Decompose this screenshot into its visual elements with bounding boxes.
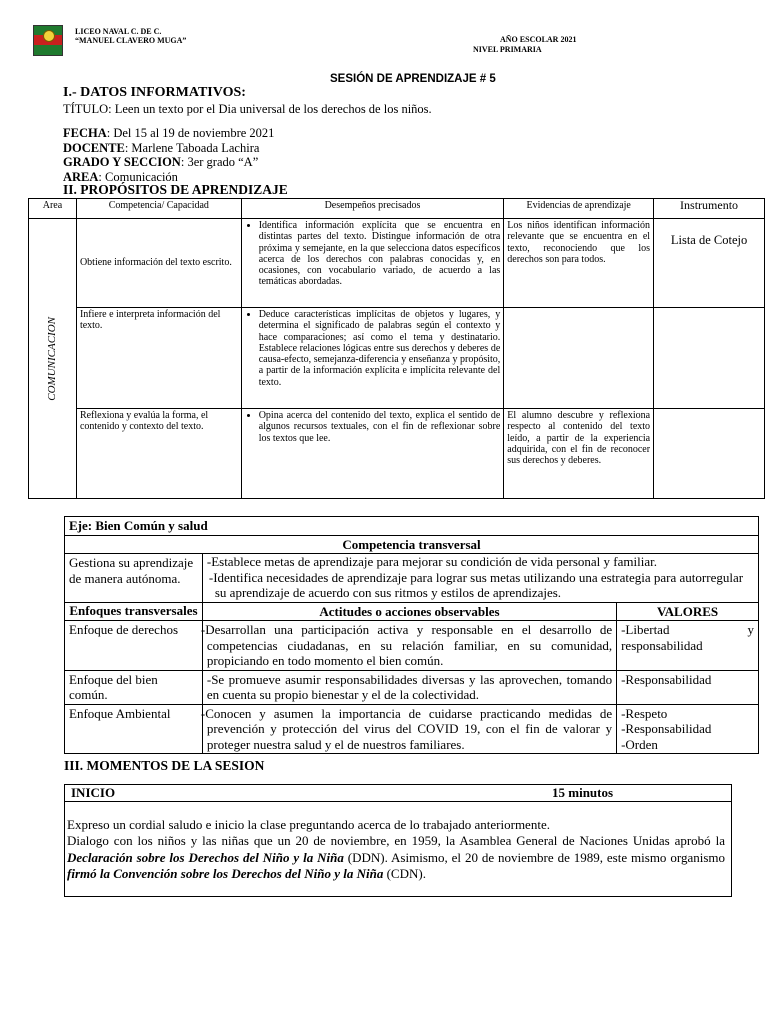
evidencia-cell: El alumno descubre y reflexiona respecto al contenido del texto leído, a partir de la experiencia adquirida, con el fin de reconocer sus derechos y deberes. (504, 409, 654, 499)
enfoque-name: Enfoque de derechos (65, 621, 203, 671)
inicio-time: 15 minutos (552, 785, 614, 800)
enfoque-valores: -Responsabilidad (617, 670, 759, 704)
enfoque-actitud: -Desarrollan una participación activa y responsable en el desarrollo de competencias ciudadanas, en su relación familiar, en su comunidad, propiciando en todo momento el bien común. (202, 621, 616, 671)
datos-block (63, 126, 274, 184)
docente-line: DOCENTE: Marlene Taboada Lachira (63, 140, 260, 155)
inicio-bar (65, 785, 731, 802)
enfoque-name: Enfoque Ambiental (65, 704, 203, 754)
instrumento-cell (654, 308, 765, 409)
table-row (29, 308, 765, 409)
desempeno-cell: • Deduce características implícitas de objetos y lugares, y determina el significado de palabras según el contexto y hace comparaciones; así como el tema y destinatario. Establece relaciones lógicas entre sus derechos y deberes de causa-efecto, semejanza-diferencia y enseñanza y propósito, a partir de la información explícita e implícita relevante del texto. (241, 308, 504, 409)
col-enfoques: Enfoques transversales (65, 602, 203, 621)
inicio-box (64, 784, 732, 897)
enfoque-actitud: -Se promueve asumir responsabilidades diversas y las aprovechen, tomando en cuenta su propio bienestar y el de la colectividad. (202, 670, 616, 704)
inicio-body (67, 817, 725, 882)
capacidad-cell: Infiere e interpreta información del texto. (76, 308, 241, 409)
school-year: AÑO ESCOLAR 2021 (500, 35, 577, 44)
col-instrumento: Instrumento (654, 199, 765, 219)
area-line: AREA: Comunicación (63, 169, 178, 184)
col-actitudes: Actitudes o acciones observables (202, 602, 616, 621)
table-row (29, 409, 765, 499)
evidencia-cell: Los niños identifican información relevante que se encuentra en el texto, reconociendo que los derechos son para todos. (504, 219, 654, 308)
table-row (65, 704, 759, 754)
col-competencia: Competencia/ Capacidad (76, 199, 241, 219)
session-title: SESIÓN DE APRENDIZAJE # 5 (330, 73, 496, 85)
competencia-header: Competencia transversal (65, 535, 759, 554)
table-row (65, 670, 759, 704)
enfoque-actitud: -Conocen y asumen la importancia de cuidarse practicando medidas de prevención y protección del virus del COVID 19, con el fin de valorar y proteger nuestra salud y el de nuestros familiares. (202, 704, 616, 754)
valor-item: -Responsabilidad (621, 721, 712, 736)
titulo-line: TÍTULO: Leen un texto por el Dia universal de los derechos de los niños. (63, 102, 432, 116)
school-subtitle: “MANUEL CLAVERO MUGA” (75, 36, 187, 45)
transversal-table (64, 516, 759, 754)
capacidad-cell: Obtiene información del texto escrito. (76, 219, 241, 308)
grado-line: GRADO Y SECCION: 3er grado “A” (63, 155, 259, 170)
desempeno-cell: • Identifica información explícita que se encuentra en distintas partes del texto. Distingue información de otra próxima y semejante, en la que selecciona datos específicos acerca de los derechos con palabras conocidas y, en ocasiones, con vocabulario variado, de acuerdo a las temáticas abordadas. (241, 219, 504, 308)
propositos-heading: II. PROPÓSITOS DE APRENDIZAJE (63, 182, 288, 197)
col-valores: VALORES (617, 602, 759, 621)
gestiona-label: Gestiona su aprendizaje de manera autónoma. (65, 554, 203, 603)
list-item: -Establece metas de aprendizaje para mejorar su condición de vida personal y familiar. (206, 554, 657, 569)
school-logo (33, 25, 63, 56)
enfoque-name: Enfoque del bien común. (65, 670, 203, 704)
evidencia-cell (504, 308, 654, 409)
instrumento-cell: Lista de Cotejo (654, 219, 765, 308)
school-level: NIVEL PRIMARIA (473, 45, 542, 54)
instrumento-cell (654, 409, 765, 499)
capacidad-cell: Reflexiona y evalúa la forma, el contenido y contexto del texto. (76, 409, 241, 499)
gestiona-items (202, 554, 758, 603)
eje-title: Eje: Bien Común y salud (65, 517, 759, 536)
datos-heading: I.- DATOS INFORMATIVOS: (63, 85, 246, 100)
area-cell: COMUNICACION (29, 219, 77, 499)
valor-item: -Orden (621, 736, 658, 752)
col-area: Area (29, 199, 77, 219)
inicio-paragraph-2: Dialogo con los niños y las niñas que un 20 de noviembre, en 1959, la Asamblea General de Naciones Unidas aprobó la Declaración sobre los Derechos del Niño y la Niña (DDN). Asimismo, el 20 de noviembre de 1989, este mismo organismo firmó la Convención sobre los Derechos del Niño y la Niña (CDN). (67, 833, 725, 881)
table-row (29, 219, 765, 308)
valor-item: -Respeto (621, 705, 668, 721)
enfoque-valores: -Libertad y responsabilidad (617, 621, 759, 671)
inicio-label: INICIO (71, 785, 116, 800)
col-evidencias: Evidencias de aprendizaje (504, 199, 654, 219)
momentos-heading: III. MOMENTOS DE LA SESION (64, 758, 265, 773)
school-name: LICEO NAVAL C. DE C. (75, 27, 162, 36)
inicio-paragraph-1: Expreso un cordial saludo e inicio la clase preguntando acerca de lo trabajado anteriormente. (67, 817, 550, 832)
list-item: -Identifica necesidades de aprendizaje para lograr sus metas utilizando una estrategia para autorregular su aprendizaje de acuerdo con sus ritmos y estilos de aprendizajes. (208, 569, 744, 600)
enfoque-valores (617, 704, 759, 754)
desempeno-cell: • Opina acerca del contenido del texto, explica el sentido de algunos recursos textuales, con el fin de reflexionar sobre los textos que lee. (241, 409, 504, 499)
table-row (65, 621, 759, 671)
propositos-table (28, 198, 765, 499)
col-desempenos: Desempeños precisados (241, 199, 504, 219)
fecha-line: FECHA: Del 15 al 19 de noviembre 2021 (63, 126, 275, 140)
